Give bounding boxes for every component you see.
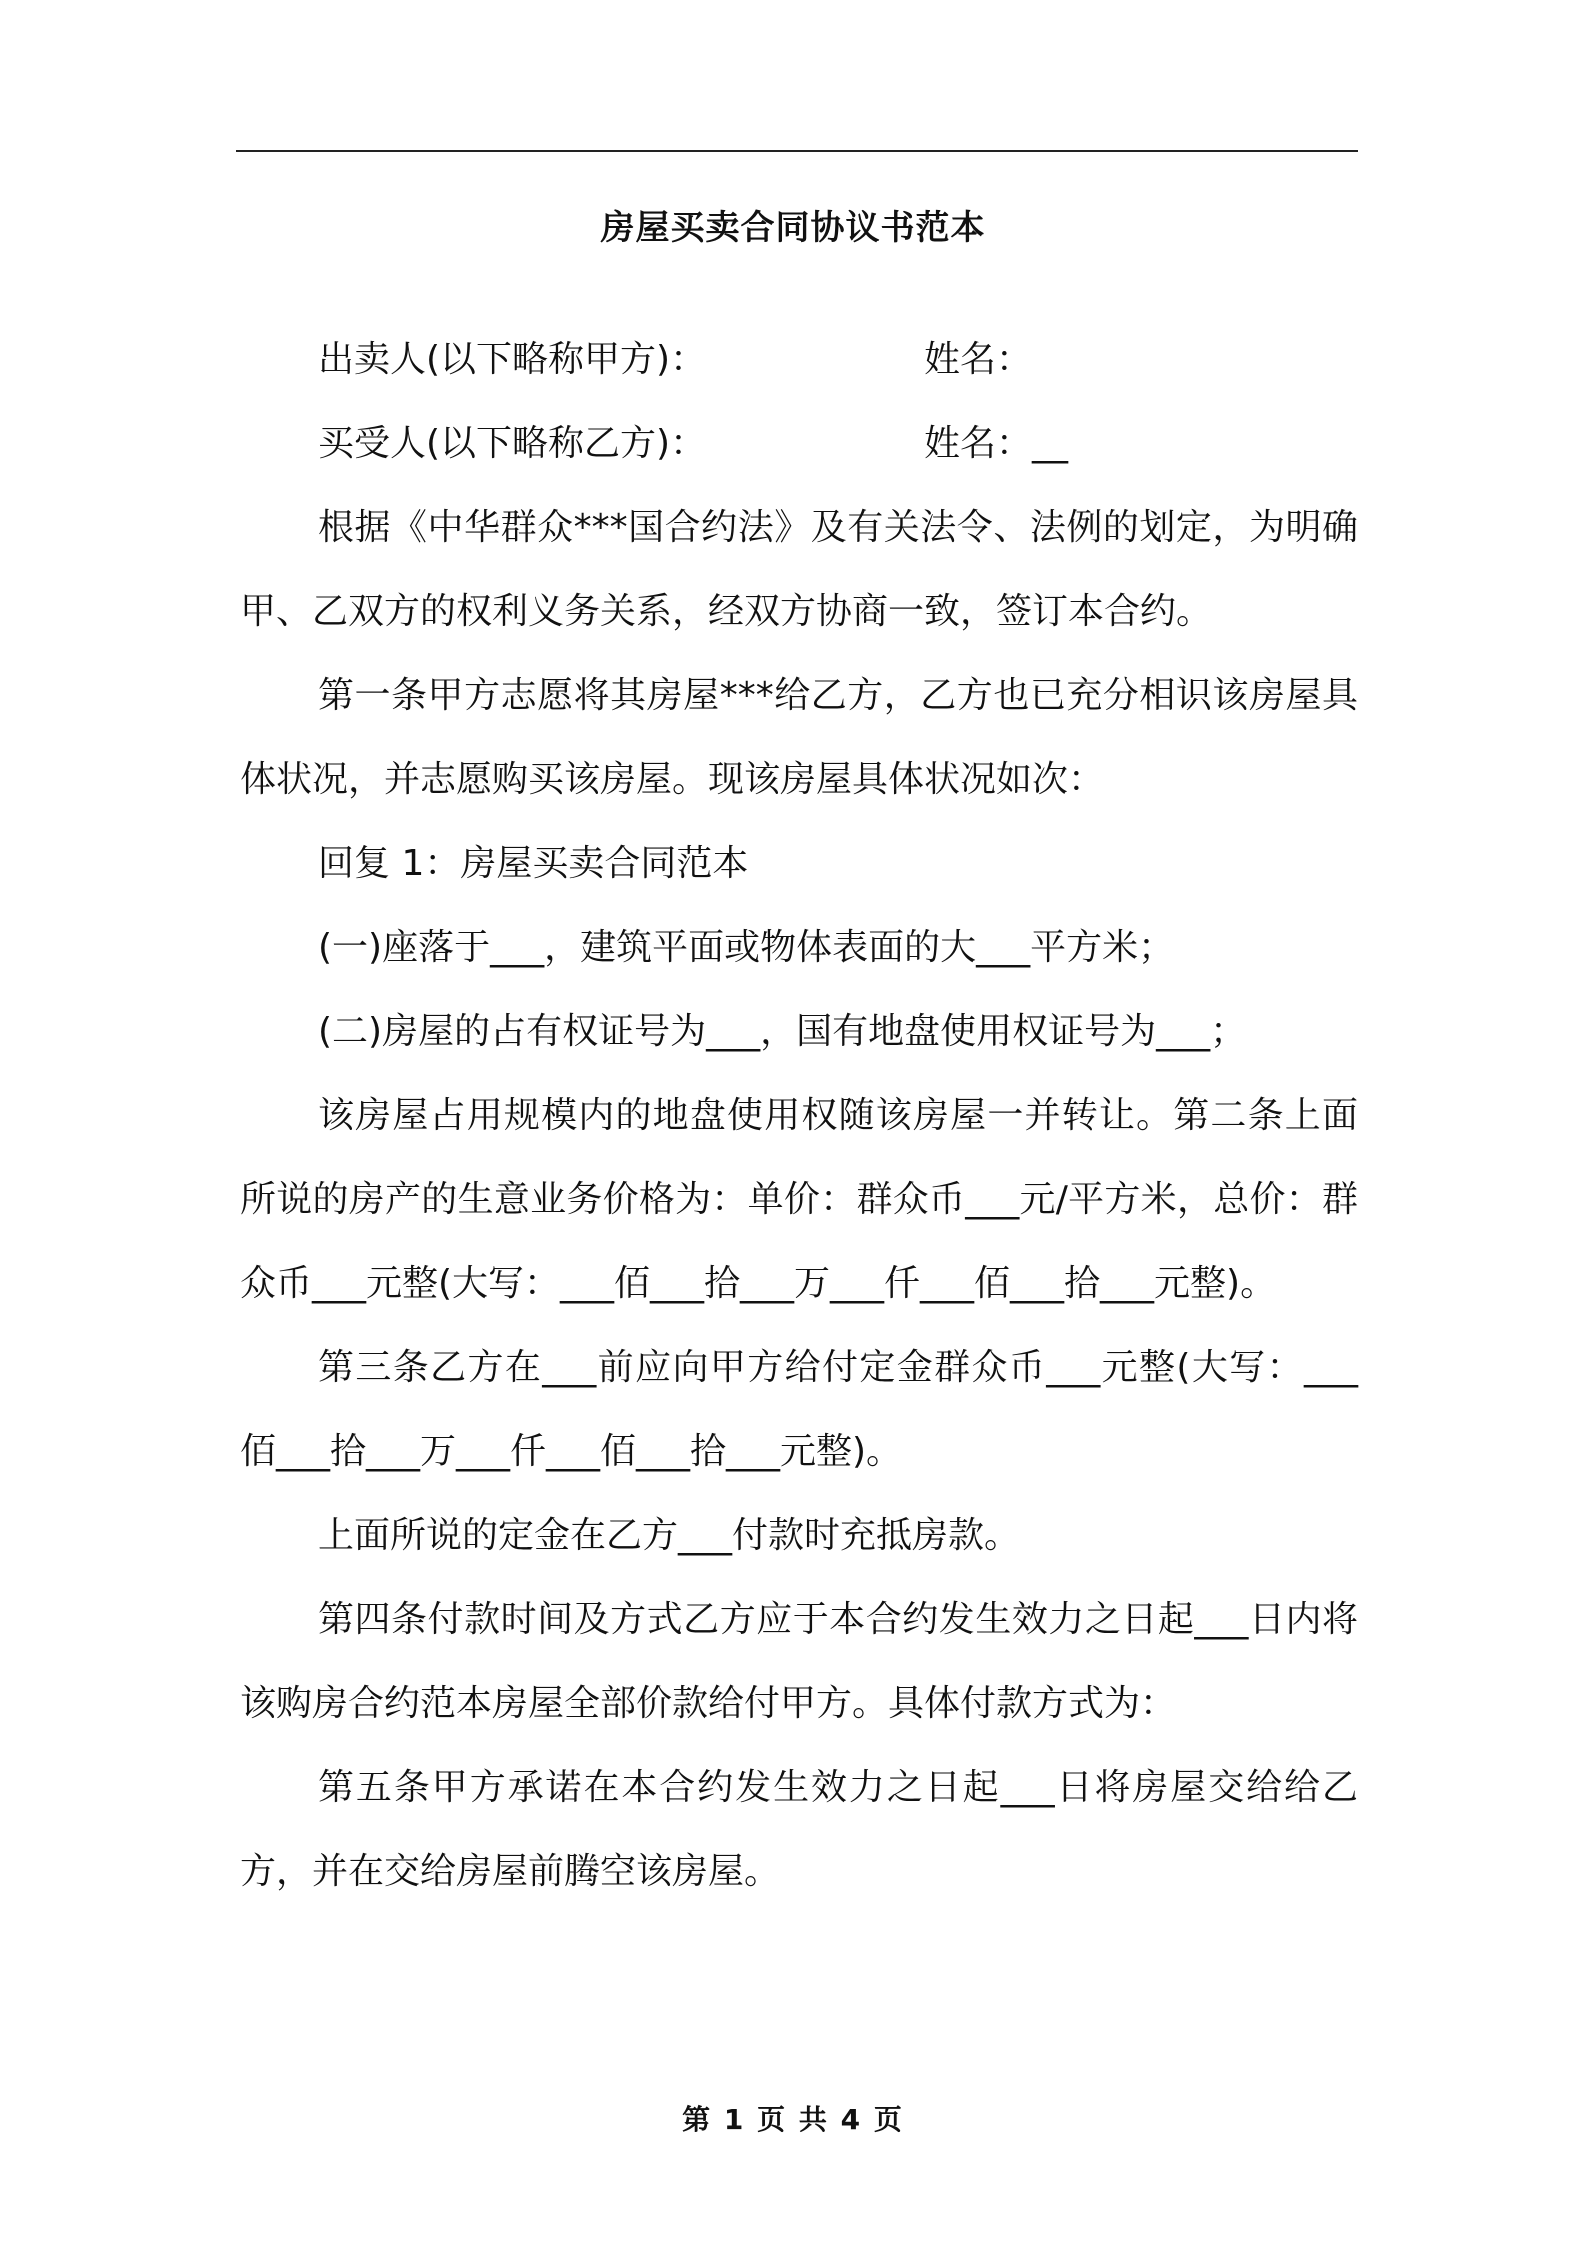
paragraph-article-2: 该房屋占用规模内的地盘使用权随该房屋一并转让。第二条上面所说的房产的生意业务价格为：单价：群众币___元/平方米，总价：群众币___元整(大写：___佰___拾___万___仟___佰___拾___元整)。 bbox=[240, 1095, 1358, 1304]
paragraph-article-5: 第五条甲方承诺在本合约发生效力之日起___日将房屋交给给乙方，并在交给房屋前腾空该房屋。 bbox=[240, 1767, 1358, 1892]
document-title: 房屋买卖合同协议书范本 bbox=[600, 208, 986, 248]
seller-label: 出卖人(以下略称甲方)： bbox=[318, 339, 707, 380]
buyer-name-label: 姓名：__ bbox=[924, 423, 1069, 464]
buyer-label: 买受人(以下略称乙方)： bbox=[318, 423, 707, 464]
document-body bbox=[240, 318, 1358, 1914]
paragraph-location: (一)座落于___，建筑平面或物体表面的大___平方米； bbox=[318, 927, 1175, 968]
buyer-row bbox=[240, 402, 1358, 486]
seller-row bbox=[240, 318, 1358, 402]
paragraph-preamble: 根据《中华群众***国合约法》及有关法令、法例的划定，为明确甲、乙双方的权利义务关系，经双方协商一致，签订本合约。 bbox=[240, 507, 1358, 632]
paragraph-article-1: 第一条甲方志愿将其房屋***给乙方，乙方也已充分相识该房屋具体状况，并志愿购买该房屋。现该房屋具体状况如次： bbox=[240, 675, 1358, 800]
header-rule bbox=[236, 150, 1358, 152]
paragraph-certificates: (二)房屋的占有权证号为___，国有地盘使用权证号为___； bbox=[318, 1011, 1247, 1052]
page-number: 第 1 页 共 4 页 bbox=[682, 2103, 904, 2136]
paragraph-article-4: 第四条付款时间及方式乙方应于本合约发生效力之日起___日内将该购房合约范本房屋全部价款给付甲方。具体付款方式为： bbox=[240, 1599, 1358, 1724]
paragraph-article-3: 第三条乙方在___前应向甲方给付定金群众币___元整(大写：___佰___拾___万___仟___佰___拾___元整)。 bbox=[240, 1347, 1358, 1472]
seller-name-label: 姓名： bbox=[924, 339, 1033, 380]
paragraph-reply: 回复 1：房屋买卖合同范本 bbox=[318, 843, 749, 884]
paragraph-deposit: 上面所说的定金在乙方___付款时充抵房款。 bbox=[318, 1515, 1021, 1556]
